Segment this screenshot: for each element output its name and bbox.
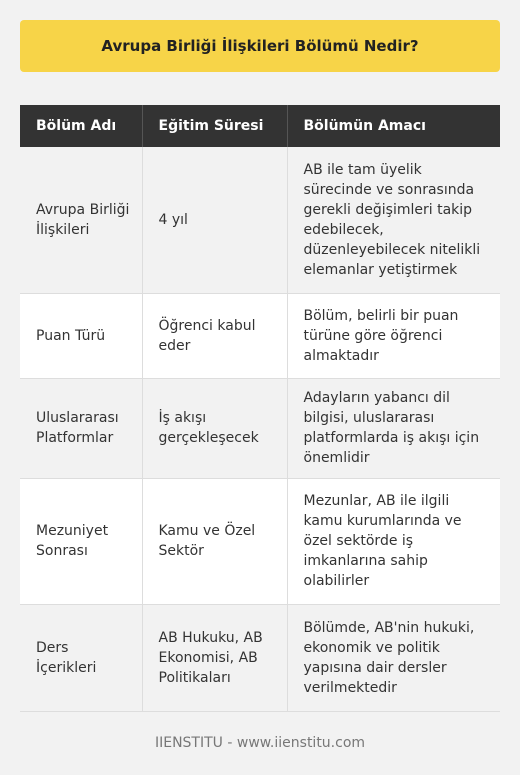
table-cell: 4 yıl <box>142 147 287 293</box>
table-header-row <box>20 105 500 147</box>
table-cell: Adayların yabancı dil bilgisi, uluslararası platformlarda iş akışı için önemlidir <box>287 378 500 478</box>
table-cell: Avrupa Birliği İlişkileri <box>20 147 142 293</box>
column-header-bolumun-amaci: Bölümün Amacı <box>287 105 500 147</box>
table-cell: İş akışı gerçekleşecek <box>142 378 287 478</box>
table-cell: Ders İçerikleri <box>20 604 142 711</box>
info-table <box>20 105 500 712</box>
table-cell: AB ile tam üyelik sürecinde ve sonrasında gerekli değişimleri takip edebilecek, düzenleyebilecek nitelikli elemanlar yetiştirmek <box>287 147 500 293</box>
table-row <box>20 147 500 293</box>
table-row <box>20 604 500 711</box>
table-cell: Öğrenci kabul eder <box>142 293 287 378</box>
table-row <box>20 478 500 604</box>
table-cell: Kamu ve Özel Sektör <box>142 478 287 604</box>
table-cell: Bölümde, AB'nin hukuki, ekonomik ve politik yapısına dair dersler verilmektedir <box>287 604 500 711</box>
column-header-egitim-suresi: Eğitim Süresi <box>142 105 287 147</box>
footer-credit: IIENSTITU - www.iienstitu.com <box>154 735 366 751</box>
table-cell: Bölüm, belirli bir puan türüne göre öğrenci almaktadır <box>287 293 500 378</box>
column-header-bolum-adi: Bölüm Adı <box>20 105 142 147</box>
table-row <box>20 293 500 378</box>
table-cell: AB Hukuku, AB Ekonomisi, AB Politikaları <box>142 604 287 711</box>
table-cell: Mezuniyet Sonrası <box>20 478 142 604</box>
table-cell: Mezunlar, AB ile ilgili kamu kurumlarında ve özel sektörde iş imkanlarına sahip olabilirler <box>287 478 500 604</box>
table-cell: Uluslararası Platformlar <box>20 378 142 478</box>
page-title: Avrupa Birliği İlişkileri Bölümü Nedir? <box>20 20 500 72</box>
table-cell: Puan Türü <box>20 293 142 378</box>
table-row <box>20 378 500 478</box>
